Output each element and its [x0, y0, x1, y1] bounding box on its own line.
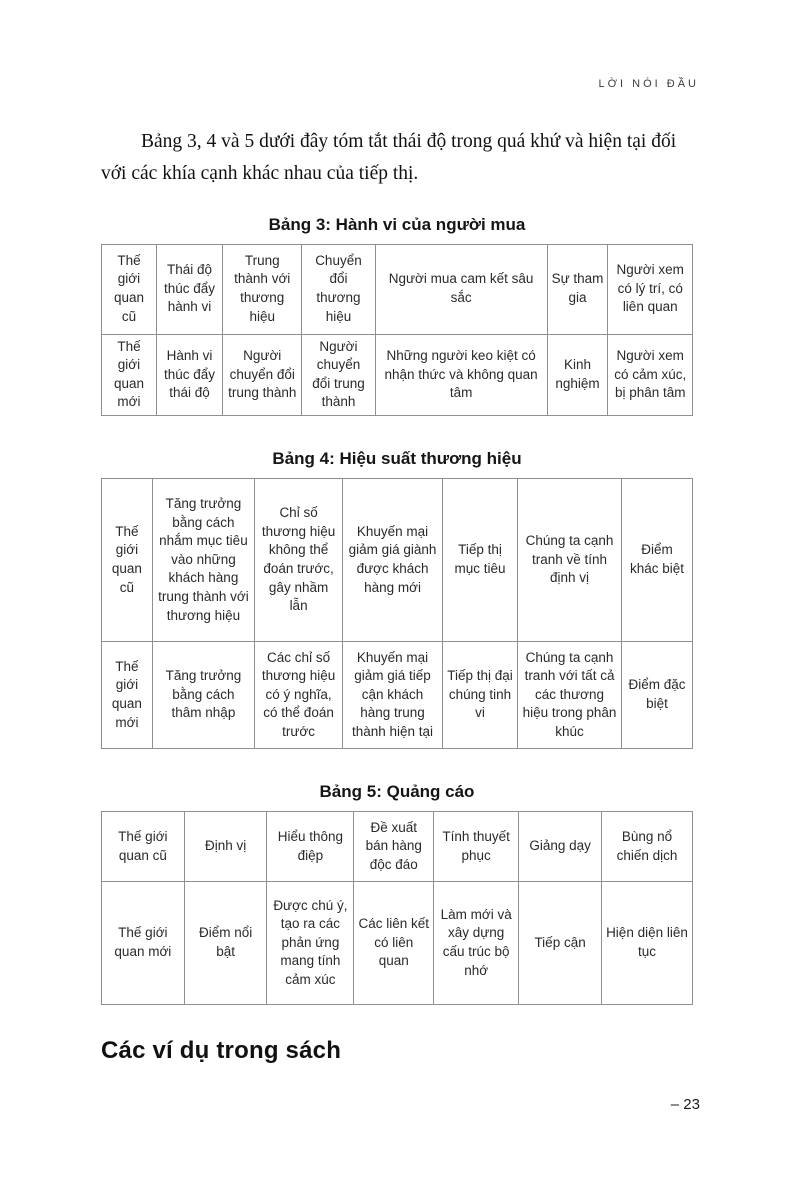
table-cell: Thế giới quan mới	[102, 642, 153, 749]
table-cell: Sự tham gia	[547, 244, 608, 334]
table-cell: Tiếp thị mục tiêu	[442, 479, 517, 642]
table-cell: Tiếp cận	[519, 882, 602, 1005]
table-buyer-behavior	[101, 244, 693, 417]
table-advertising	[101, 811, 693, 1005]
table-row	[102, 244, 693, 334]
table-cell: Thế giới quan mới	[102, 882, 185, 1005]
table-cell: Điểm nổi bật	[184, 882, 267, 1005]
table-cell: Thế giới quan cũ	[102, 479, 153, 642]
table-row	[102, 479, 693, 642]
table-cell: Kinh nghiệm	[547, 334, 608, 416]
table-row	[102, 642, 693, 749]
table-cell: Hiện diện liên tục	[601, 882, 692, 1005]
table-cell: Tăng trưởng bằng cách nhắm mục tiêu vào những khách hàng trung thành với thương hiệu	[152, 479, 254, 642]
table-cell: Chỉ số thương hiệu không thể đoán trước, gây nhầm lẫn	[255, 479, 343, 642]
table-cell: Khuyến mại giảm giá giành được khách hàng mới	[343, 479, 443, 642]
table-cell: Khuyến mại giảm giá tiếp cận khách hàng trung thành hiện tại	[343, 642, 443, 749]
table-cell: Tính thuyết phục	[434, 812, 519, 882]
table-row	[102, 882, 693, 1005]
table-cell: Thế giới quan mới	[102, 334, 157, 416]
table-3-title: Bảng 3: Hành vi của người mua	[268, 214, 526, 234]
table-cell: Định vị	[184, 812, 267, 882]
table-cell: Hành vi thúc đẩy thái độ	[156, 334, 222, 416]
page-number: – 23	[670, 1096, 700, 1113]
table-cell: Chuyển đổi thương hiệu	[302, 244, 375, 334]
table-cell: Thế giới quan cũ	[102, 812, 185, 882]
table-cell: Chúng ta cạnh tranh về tính định vị	[518, 479, 622, 642]
table-cell: Người chuyển đổi trung thành	[223, 334, 302, 416]
table-cell: Người mua cam kết sâu sắc	[375, 244, 547, 334]
page-content	[101, 126, 693, 1065]
table-row	[102, 812, 693, 882]
table-cell: Thái độ thúc đẩy hành vi	[156, 244, 222, 334]
table-4-title: Bảng 4: Hiệu suất thương hiệu	[272, 449, 522, 469]
table-cell: Được chú ý, tạo ra các phản ứng mang tính cảm xúc	[267, 882, 354, 1005]
table-brand-performance	[101, 478, 693, 749]
table-cell: Điểm đặc biệt	[622, 642, 693, 749]
table-5-title: Bảng 5: Quảng cáo	[319, 782, 475, 802]
table-cell: Tiếp thị đại chúng tinh vi	[442, 642, 517, 749]
table-cell: Các liên kết có liên quan	[354, 882, 434, 1005]
table-cell: Làm mới và xây dựng cấu trúc bộ nhớ	[434, 882, 519, 1005]
table-cell: Thế giới quan cũ	[102, 244, 157, 334]
table-cell: Tăng trưởng bằng cách thâm nhập	[152, 642, 254, 749]
table-cell: Những người keo kiệt có nhận thức và không quan tâm	[375, 334, 547, 416]
intro-paragraph: Bảng 3, 4 và 5 dưới đây tóm tắt thái độ trong quá khứ và hiện tại đối với các khía cạnh khác nhau của tiếp thị.	[101, 131, 677, 184]
table-cell: Đề xuất bán hàng độc đáo	[354, 812, 434, 882]
table-cell: Người xem có cảm xúc, bị phân tâm	[608, 334, 693, 416]
table-cell: Giảng dạy	[519, 812, 602, 882]
table-cell: Người xem có lý trí, có liên quan	[608, 244, 693, 334]
table-cell: Hiểu thông điệp	[267, 812, 354, 882]
table-cell: Trung thành với thương hiệu	[223, 244, 302, 334]
table-cell: Các chỉ số thương hiệu có ý nghĩa, có thể đoán trước	[255, 642, 343, 749]
running-header: LỜI NÓI ĐẦU	[598, 78, 699, 90]
table-cell: Bùng nổ chiến dịch	[601, 812, 692, 882]
table-cell: Chúng ta cạnh tranh với tất cả các thương hiệu trong phân khúc	[518, 642, 622, 749]
section-heading: Các ví dụ trong sách	[101, 1037, 342, 1065]
table-cell: Người chuyển đổi trung thành	[302, 334, 375, 416]
table-cell: Điểm khác biệt	[622, 479, 693, 642]
table-row	[102, 334, 693, 416]
